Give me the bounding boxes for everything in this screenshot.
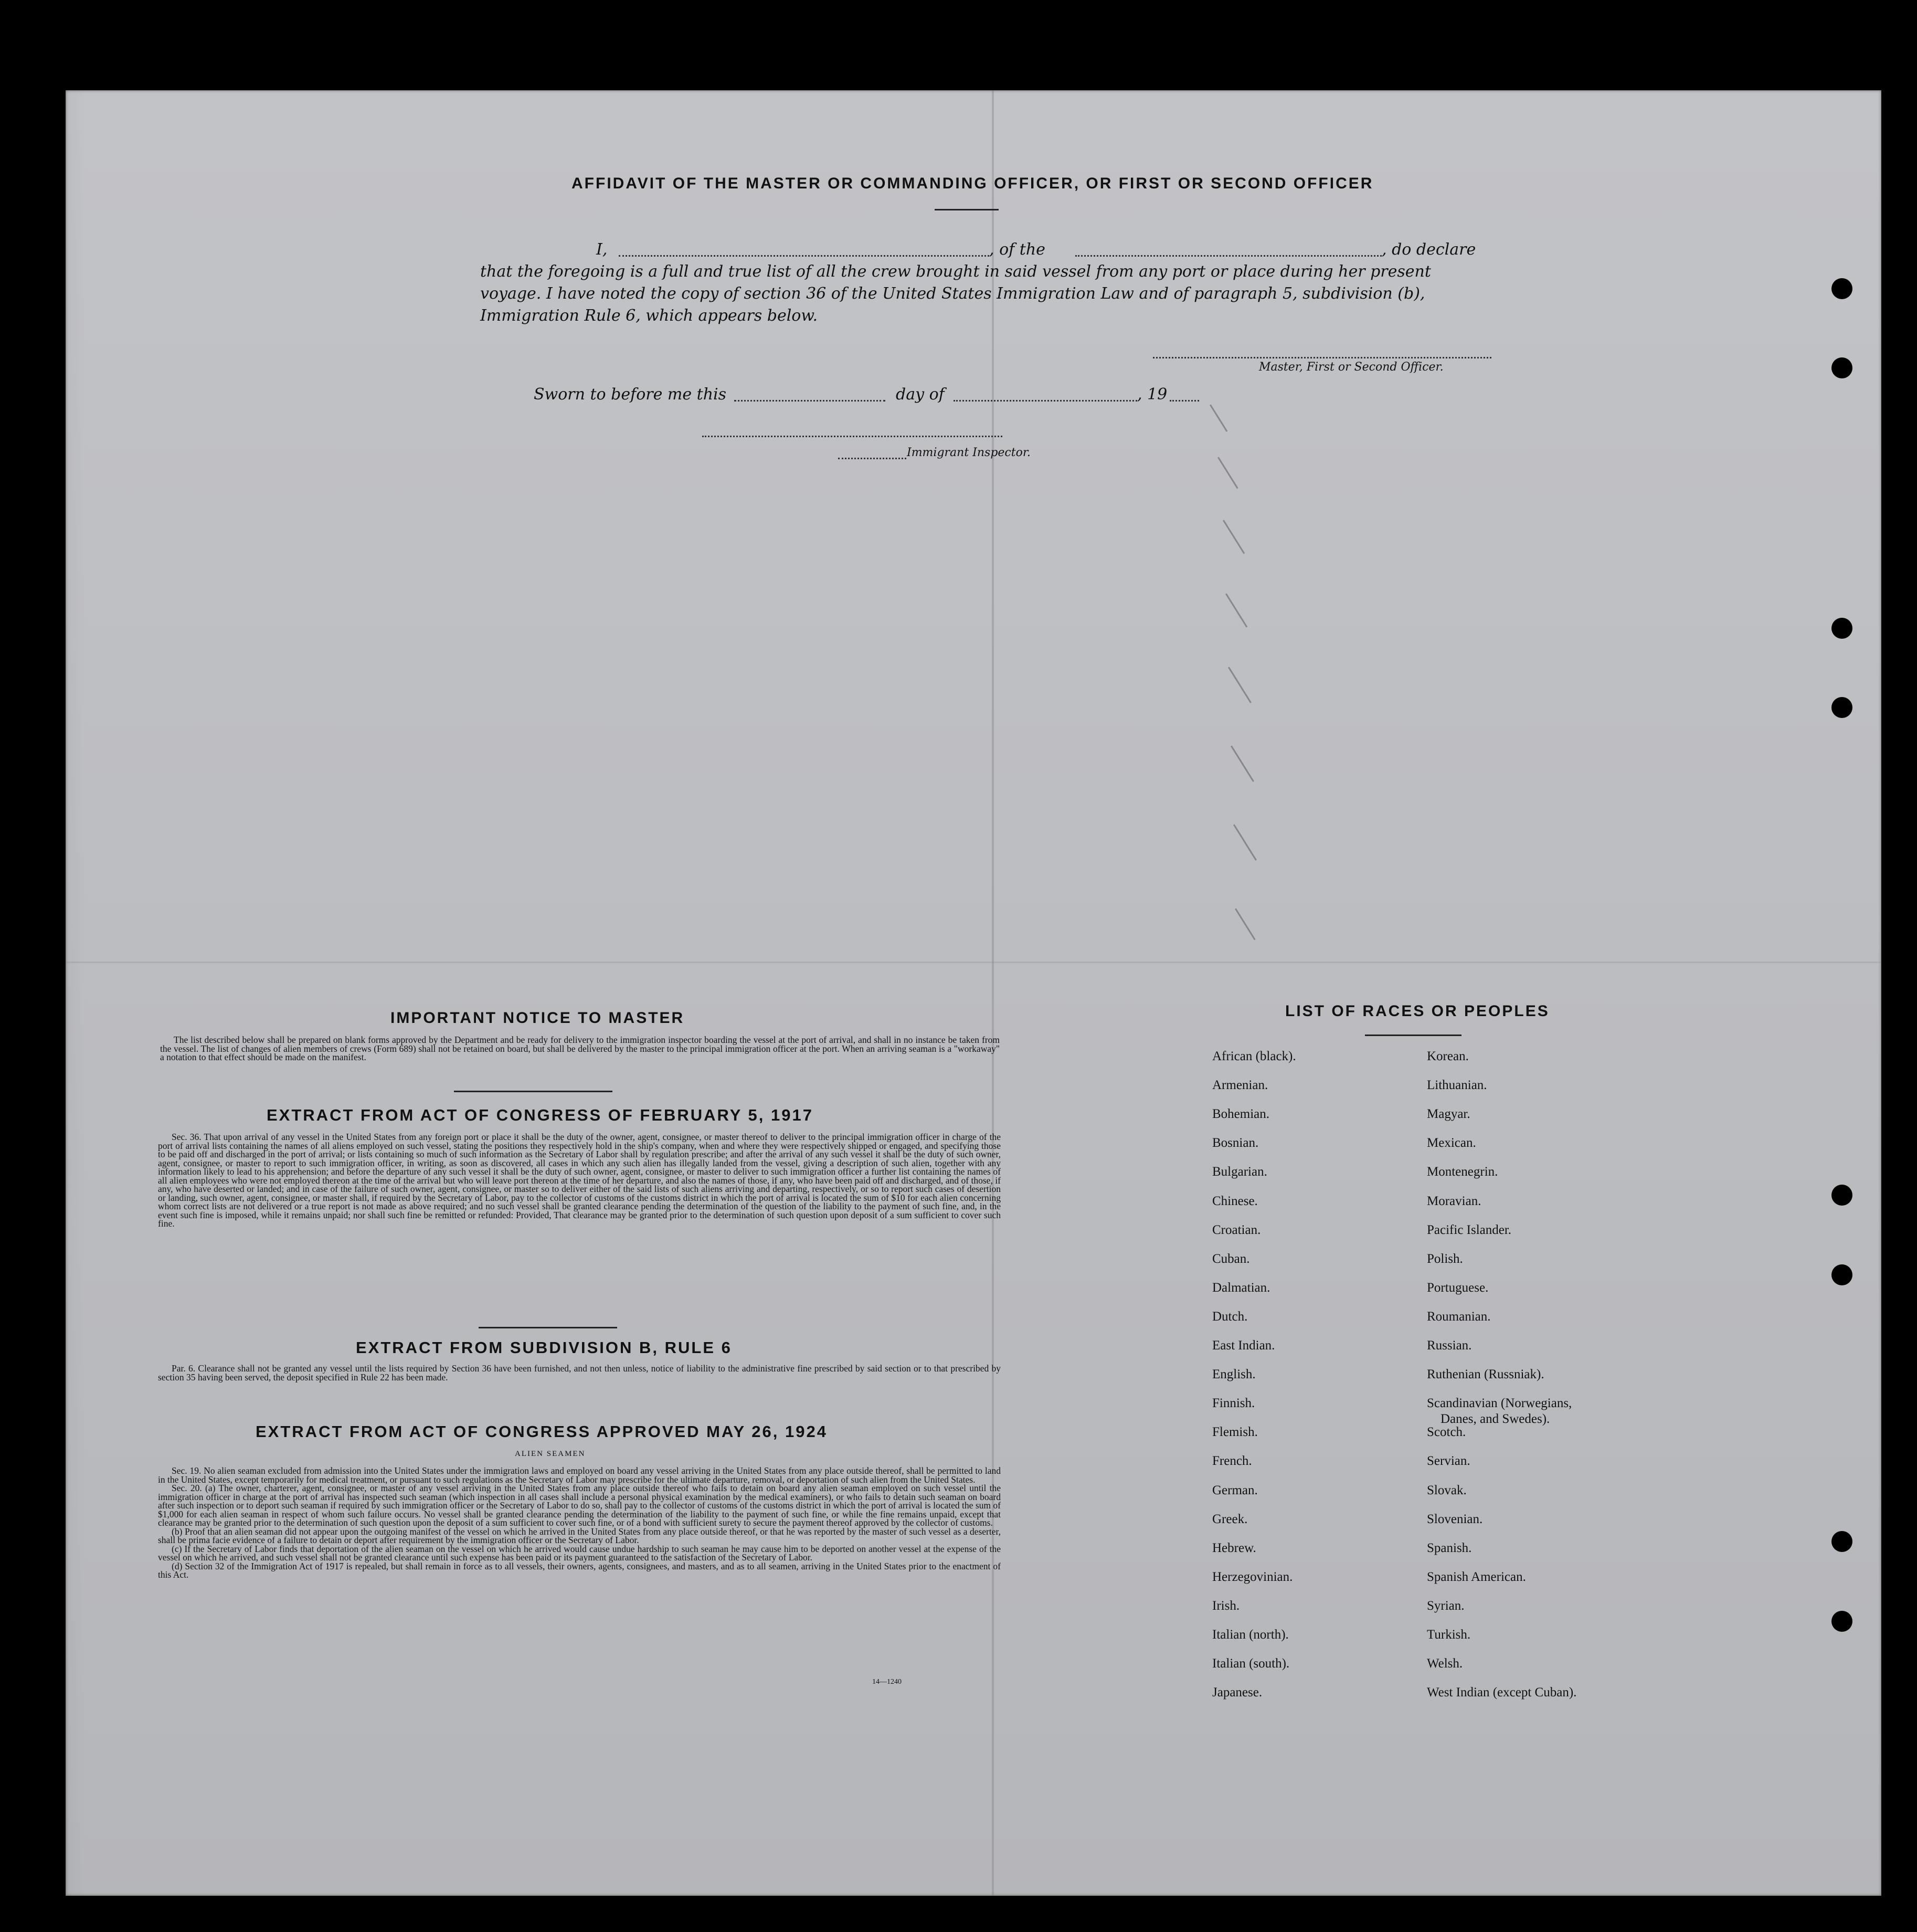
race-item: Korean. [1427,1049,1469,1063]
alien-seamen-subtitle: ALIEN SEAMEN [515,1450,586,1458]
sec-20-d-paragraph: (d) Section 32 of the Immigration Act of 1917 is repealed, but shall remain in force as to all vessels, their owners, agents, consignees, and masters, and as to all seamen, arriving in the United States prior to the enactment of this Act. [158,1560,1001,1580]
race-item: Italian (south). [1212,1656,1290,1671]
affidavit-do-declare: , do declare [1382,240,1476,259]
races-title-rule [1365,1034,1461,1036]
pencil-tick [1223,520,1245,554]
punch-hole [1831,278,1852,299]
par-6-paragraph: Par. 6. Clearance shall not be granted any vessel until the lists required by Section 36 have been furnished, and not then unless, notice of liability to the administrative fine prescribed by said section or to that prescribed by section 35 having been served, the deposit specified in Rule 22 has been made. [158,1363,1001,1382]
pencil-tick [1231,745,1254,782]
inspector-label: Immigrant Inspector. [907,446,1031,459]
race-item: Dutch. [1212,1310,1248,1324]
sec-20-c-paragraph: (c) If the Secretary of Labor finds that deportation of the alien seaman on the vessel on which he arrived would cause undue hardship to such seaman he may cause him to be deported on another vessel at the expense of the vessel on which he arrived, and such vessel shall not be granted clearance until such expense has been paid or its payment guaranteed to the satisfaction of the Secretary of Labor. [158,1543,1001,1563]
affidavit-i: I, [596,240,608,259]
sworn-year: , 19 [1137,385,1168,404]
race-item: Turkish. [1427,1628,1471,1642]
sec-19-paragraph: Sec. 19. No alien seaman excluded from admission into the United States under the immigration laws and employed on board any vessel arriving in the United States from any place outside thereof, shall be permitted to land in the United States, except temporarily for medical treatment, or pursuant to such regulations as the Secretary of Labor may prescribe for the ultimate departure, removal, or deportation of such alien from the United States. [158,1465,1001,1485]
race-item: Hebrew. [1212,1541,1256,1555]
punch-hole [1831,697,1852,718]
race-item: Japanese. [1212,1685,1263,1699]
race-item: Slovak. [1427,1483,1467,1497]
punch-hole [1831,357,1852,378]
race-item: Flemish. [1212,1425,1258,1439]
race-item: Croatian. [1212,1223,1261,1237]
race-item: West Indian (except Cuban). [1427,1685,1577,1699]
race-item: Bohemian. [1212,1107,1270,1121]
race-item: Spanish American. [1427,1570,1526,1584]
race-item: East Indian. [1212,1338,1275,1353]
master-signature-blank [1153,357,1491,358]
sec-20-a-paragraph: Sec. 20. (a) The owner, charterer, agent, consignee, or master of any vessel arriving in the United States from any place outside thereof who fails to detain on board any alien seaman employed on such vessel until the immigration officer in charge at the port of arrival has inspected such seaman (which inspection in all cases shall include a personal physical examination by the medical examiners), or who fails to detain such seaman on board after such inspection or to deport such seaman if required by such immigration officer or the Secretary of Labor to do so, shall pay to the collector of customs of the customs district in which the port of arrival is located the sum of $1,000 for each alien seaman in respect of whom such failure occurs. No vessel shall be granted clearance pending the determination of the liability to the payment of such fine, or while the fine remains unpaid, except that clearance may be granted prior to the determination of such question upon the deposit of a sum sufficient to cover such fine, or of a bond with sufficient surety to secure the payment thereof approved by the collector of customs. [158,1483,1001,1528]
extract-rule6-title: EXTRACT FROM SUBDIVISION B, RULE 6 [356,1338,732,1357]
sec-36-paragraph: Sec. 36. That upon arrival of any vessel in the United States from any foreign port or place it shall be the duty of the owner, agent, consignee, or master thereof to deliver to the principal immigration officer in charge of the port of arrival lists containing the names of all aliens employed on such vessel, stating the positions they respectively hold in the ship's company, when and where they were respectively shipped or engaged, and specifying those to be paid off and discharged in the port of arrival; or lists containing so much of such information as the Secretary of Labor shall by regulation prescribe; and after the arrival of any such vessel it shall be the duty of such owner, agent, consignee, or master to report to such immigration officer, in writing, as soon as discovered, all cases in which any such alien has illegally landed from the vessel, giving a description of such alien, together with any information likely to lead to his apprehension; and before the departure of any such vessel it shall be the duty of such owner, agent, consignee, or master to deliver to such immigration officer a further list containing the names of all alien employees who were not employed thereon at the time of the arrival but who will leave port thereon at the time of her departure, and also the names of those, if any, who have been paid off and discharged, and of those, if any, who have deserted or landed; and in case of the failure of such owner, agent, consignee, or master so to deliver either of the said lists of such aliens arriving and departing, respectively, or so to report such cases of desertion or landing, such owner, agent, consignee, or master shall, if required by the Secretary of Labor, pay to the collector of customs of the customs district in which the port of arrival is located the sum of $10 for each alien concerning whom correct lists are not delivered or a true report is not made as above required; and no such vessel shall be granted clearance pending the determination of the question of the liability to the payment of such fine, and, in the event such fine is imposed, while it remains unpaid; nor shall such fine be remitted or refunded: Provided, That clearance may be granted prior to the determination of such question upon deposit of a sum sufficient to cover such fine. [158,1132,1001,1229]
punch-hole [1831,1531,1852,1552]
race-item: Portuguese. [1427,1281,1489,1295]
race-item: Welsh. [1427,1656,1463,1671]
affidavit-of-the: , of the [989,240,1045,259]
extract-1917-rule [479,1327,617,1328]
inspector-prefix-blank [838,458,906,459]
sworn-day-blank [734,400,885,402]
race-item: Bosnian. [1212,1136,1259,1150]
affidavit-line-4: Immigration Rule 6, which appears below. [480,307,818,325]
race-item: German. [1212,1483,1258,1497]
sworn-prefix: Sworn to before me this [534,385,727,404]
affidavit-line-1 [529,238,1558,261]
pencil-tick [1217,457,1238,489]
extract-1924-title: EXTRACT FROM ACT OF CONGRESS APPROVED MAY 26, 1924 [256,1422,828,1441]
extract-1924-text [158,1466,1001,1579]
pencil-tick [1210,404,1227,431]
pencil-tick [1233,824,1257,860]
race-item: Mexican. [1427,1136,1476,1150]
notice-rule [454,1091,612,1092]
notice-paragraph: The list described below shall be prepared on blank forms approved by the Department and be ready for delivery to the immigration inspector boarding the vessel at the port of arrival, and shall in no instance be taken from the vessel. The list of changes of alien members of crews (Form 689) shall not be retained on board, but shall be delivered by the master to the principal immigration officer at the port. When an arriving seaman is a "workaway" a notation to that effect should be made on the manifest. [160,1034,1000,1062]
inspector-signature-blank [702,436,1002,437]
pencil-tick [1228,667,1252,703]
punch-hole [1831,1264,1852,1285]
race-item: Spanish. [1427,1541,1472,1555]
extract-1917-title: EXTRACT FROM ACT OF CONGRESS OF FEBRUARY 5, 1917 [267,1106,813,1124]
race-item: French. [1212,1454,1252,1468]
affidavit-line-2: that the foregoing is a full and true list of all the crew brought in said vessel from any port or place during her present [480,262,1431,281]
race-item: Herzegovinian. [1212,1570,1293,1584]
master-signature-label: Master, First or Second Officer. [1259,361,1444,374]
race-item: Syrian. [1427,1599,1465,1613]
race-item: Scandinavian (Norwegians, [1427,1396,1572,1410]
race-item: Slovenian. [1427,1512,1483,1526]
race-item: Cuban. [1212,1252,1250,1266]
extract-rule6-text [158,1364,1001,1381]
race-item: Greek. [1212,1512,1248,1526]
race-item: Roumanian. [1427,1310,1491,1324]
race-item-continuation: Danes, and Swedes). [1441,1412,1550,1426]
extract-1917-text [158,1133,1001,1228]
race-item: African (black). [1212,1049,1296,1063]
notice-text [160,1036,1000,1062]
vertical-fold [992,90,994,1896]
pencil-tick [1225,593,1247,627]
race-item: Chinese. [1212,1194,1258,1208]
race-item: English. [1212,1367,1256,1381]
race-item: Italian (north). [1212,1628,1289,1642]
punch-hole [1831,1185,1852,1206]
horizontal-fold [66,962,1881,963]
punch-hole [1831,618,1852,639]
race-item: Scotch. [1427,1425,1466,1439]
affidavit-title: AFFIDAVIT OF THE MASTER OR COMMANDING OFFICER, OR FIRST OR SECOND OFFICER [571,175,1374,192]
race-item: Irish. [1212,1599,1240,1613]
pencil-tick [1235,908,1256,940]
race-item: Lithuanian. [1427,1078,1487,1092]
sworn-year-blank [1170,400,1199,402]
race-item: Magyar. [1427,1107,1470,1121]
race-item: Polish. [1427,1252,1463,1266]
notice-title: IMPORTANT NOTICE TO MASTER [390,1009,685,1027]
race-item: Dalmatian. [1212,1281,1270,1295]
race-item: Pacific Islander. [1427,1223,1512,1237]
sworn-day-of: day of [896,385,945,404]
race-item: Moravian. [1427,1194,1481,1208]
race-item: Russian. [1427,1338,1472,1353]
sworn-month-blank [954,400,1137,402]
race-item: Bulgarian. [1212,1165,1267,1179]
punch-hole [1831,1611,1852,1632]
form-number: 14—1240 [872,1678,902,1686]
race-item: Finnish. [1212,1396,1255,1410]
affidavit-title-rule [935,209,999,210]
declarant-name-blank [619,255,989,257]
race-item: Servian. [1427,1454,1470,1468]
sworn-line [534,383,1168,406]
race-item: Ruthenian (Russniak). [1427,1367,1544,1381]
sec-20-b-paragraph: (b) Proof that an alien seaman did not appear upon the outgoing manifest of the vessel on which he arrived in the United States from any place outside thereof, or that he was reported by the master of such vessel as a deserter, shall be prima facie evidence of a failure to detain or deport after requirement by the immigration officer or the Secretary of Labor. [158,1526,1001,1545]
race-item: Montenegrin. [1427,1165,1498,1179]
race-item: Armenian. [1212,1078,1268,1092]
document-page [66,90,1881,1896]
races-title: LIST OF RACES OR PEOPLES [1285,1002,1550,1020]
vessel-name-blank [1075,255,1382,257]
affidavit-line-3: voyage. I have noted the copy of section 36 of the United States Immigration Law and of paragraph 5, subdivision (b), [480,284,1425,303]
